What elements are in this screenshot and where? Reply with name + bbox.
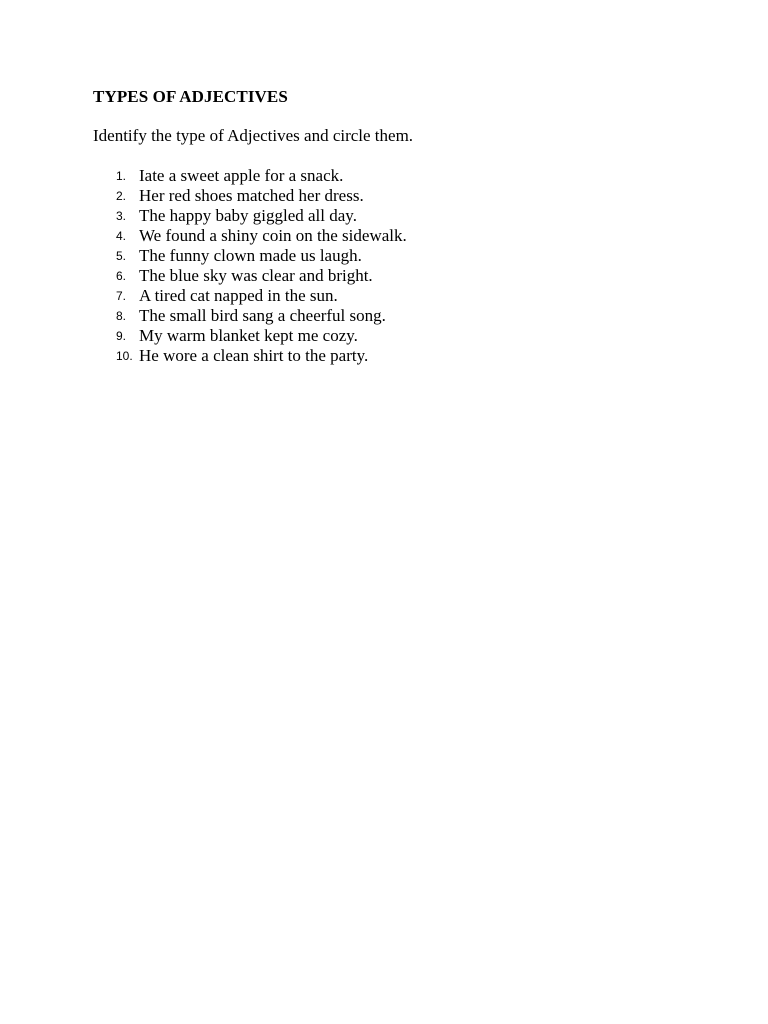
list-item-text: Her red shoes matched her dress.: [139, 186, 364, 205]
instruction-text: Identify the type of Adjectives and circle them.: [93, 126, 414, 145]
list-item-text: The funny clown made us laugh.: [139, 246, 362, 265]
list-item-text: He wore a clean shirt to the party.: [139, 346, 369, 365]
list-item-number: 8.: [116, 309, 127, 323]
list-item-number: 7.: [116, 289, 127, 303]
document-title: TYPES OF ADJECTIVES: [93, 87, 288, 106]
list-item-number: 1.: [116, 169, 127, 183]
list-item-number: 6.: [116, 269, 127, 283]
list-item-text: A tired cat napped in the sun.: [139, 286, 338, 305]
list-item-number: 2.: [116, 189, 127, 203]
list-item-number: 4.: [116, 229, 127, 243]
list-item-number: 5.: [116, 249, 127, 263]
list-item-text: Iate a sweet apple for a snack.: [139, 166, 344, 185]
list-item-text: The happy baby giggled all day.: [139, 206, 357, 225]
list-item-number: 10.: [116, 349, 133, 363]
list-item-text: My warm blanket kept me cozy.: [139, 326, 358, 345]
list-item-number: 3.: [116, 209, 127, 223]
list-item-text: We found a shiny coin on the sidewalk.: [139, 226, 407, 245]
list-item-text: The blue sky was clear and bright.: [139, 266, 373, 285]
list-item-number: 9.: [116, 329, 127, 343]
list-item-text: The small bird sang a cheerful song.: [139, 306, 386, 325]
